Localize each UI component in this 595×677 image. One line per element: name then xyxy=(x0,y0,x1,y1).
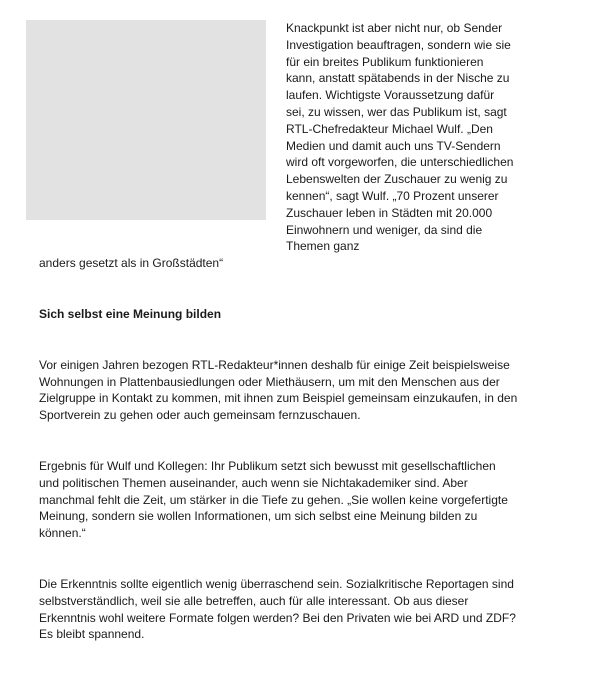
intro-paragraph-tail: anders gesetzt als in Großstädten“ xyxy=(39,256,224,271)
body-paragraph-3: Die Erkenntnis sollte eigentlich wenig überraschend sein. Sozialkritische Reportagen sind selbstverständlich, weil sie alle betreffen, auch für alle interessant. Ob aus dieser Erkenntnis wohl weitere Formate folgen werden? Bei den Privaten wie bei ARD und ZDF? Es bleibt spannend. xyxy=(39,576,516,642)
body-paragraph-1: Vor einigen Jahren bezogen RTL-Redakteur*innen deshalb für einige Zeit beispielsweise Wohnungen in Plattenbausiedlungen oder Miethäusern, um mit den Menschen aus der Zielgruppe in Kontakt zu kommen, mit ihnen zum Beispiel gemeinsam einzukaufen, in den Sportverein zu gehen oder auch gemeinsam fernzuschauen. xyxy=(39,357,518,423)
body-paragraph-2: Ergebnis für Wulf und Kollegen: Ihr Publikum setzt sich bewusst mit gesellschaftlichen und politischen Themen auseinander, auch wenn sie Nichtakademiker sind. Aber manchmal fehlt die Zeit, um stärker in die Tiefe zu gehen. „Sie wollen keine vorgefertigte Meinung, sondern sie wollen Informationen, um sich selbst eine Meinung bilden zu können.“ xyxy=(39,458,508,541)
article-image-placeholder xyxy=(26,20,266,220)
article xyxy=(39,20,519,677)
section-heading: Sich selbst eine Meinung bilden xyxy=(39,306,222,321)
intro-paragraph: Knackpunkt ist aber nicht nur, ob Sender Investigation beauftragen, sondern wie sie für ein breites Publikum funktionieren kann, anstatt spätabends in der Nische zu laufen. Wichtigste Voraussetzung dafür sei, zu wissen, wer das Publikum ist, sagt RTL-Chefredakteur Michael Wulf. „Den Medien und damit auch uns TV-Sendern wird oft vorgeworfen, die unterschiedlichen Lebenswelten der Zuschauer zu wenig zu kennen“, sagt Wulf. „70 Prozent unserer Zuschauer leben in Städten mit 20.000 Einwohnern und weniger, da sind die Themen ganz xyxy=(286,21,514,254)
